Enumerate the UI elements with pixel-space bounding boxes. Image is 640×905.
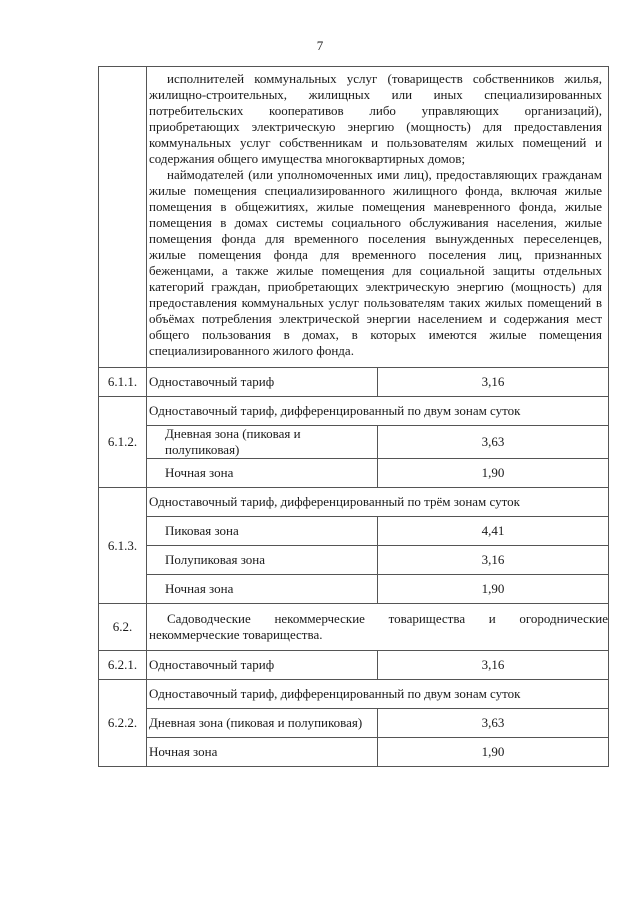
table-row <box>99 368 609 397</box>
tariff-value: 1,90 <box>378 575 609 604</box>
tariff-label: Одноставочный тариф <box>147 368 378 397</box>
tariff-label: Одноставочный тариф, дифференцированный по двум зонам суток <box>147 397 609 426</box>
table-row <box>99 67 609 368</box>
consumer-paragraph-1: исполнителей коммунальных услуг (товариществ собственников жилья, жилищно-строительных, жилищных или иных специализированных потребительских кооперативов либо управляющих организаций), приобретающих электрическую энергию (мощность) для предоставления коммунальных услуг собственникам и пользователям жилых помещений и содержания общего имущества многоквартирных домов; <box>149 71 602 166</box>
consumer-description-cell <box>147 67 609 368</box>
table-row <box>99 709 609 738</box>
tariff-value: 3,16 <box>378 651 609 680</box>
table-row <box>99 488 609 517</box>
tariff-value: 3,63 <box>378 709 609 738</box>
row-number: 6.2. <box>99 604 147 651</box>
table-row <box>99 459 609 488</box>
zone-label: Ночная зона <box>147 459 378 488</box>
table-row <box>99 517 609 546</box>
tariff-value: 3,63 <box>378 426 609 459</box>
table-row <box>99 575 609 604</box>
row-number: 6.1.1. <box>99 368 147 397</box>
row-number-empty <box>99 67 147 368</box>
tariff-label: Одноставочный тариф, дифференцированный по трём зонам суток <box>147 488 609 517</box>
tariff-value: 4,41 <box>378 517 609 546</box>
zone-label: Ночная зона <box>147 575 378 604</box>
zone-label: Пиковая зона <box>147 517 378 546</box>
table-row <box>99 604 609 651</box>
zone-label: Дневная зона (пиковая и полупиковая) <box>147 709 378 738</box>
zone-label: Полупиковая зона <box>147 546 378 575</box>
table-row <box>99 546 609 575</box>
tariff-value: 3,16 <box>378 368 609 397</box>
table-row <box>99 426 609 459</box>
page-number: 7 <box>316 38 324 53</box>
table-row <box>99 738 609 767</box>
zone-label: Дневная зона (пиковая и полупиковая) <box>147 426 378 459</box>
table-row <box>99 651 609 680</box>
row-number: 6.2.1. <box>99 651 147 680</box>
category-label: Садоводческие некоммерческие товарищества и огороднические некоммерческие товарищества. <box>147 604 609 651</box>
tariff-label: Одноставочный тариф <box>147 651 378 680</box>
table-row <box>99 680 609 709</box>
zone-label: Ночная зона <box>147 738 378 767</box>
row-number: 6.1.2. <box>99 397 147 488</box>
row-number: 6.2.2. <box>99 680 147 767</box>
tariff-value: 1,90 <box>378 738 609 767</box>
tariff-value: 3,16 <box>378 546 609 575</box>
tariff-label: Одноставочный тариф, дифференцированный по двум зонам суток <box>147 680 609 709</box>
table-row <box>99 397 609 426</box>
tariff-value: 1,90 <box>378 459 609 488</box>
tariff-table <box>98 66 609 767</box>
row-number: 6.1.3. <box>99 488 147 604</box>
consumer-paragraph-2: наймодателей (или уполномоченных ими лиц), предоставляющих гражданам жилые помещения специализированного жилищного фонда, включая жилые помещения в общежитиях, жилые помещения маневренного фонда, жилые помещения в домах системы социального обслуживания населения, жилые помещения фонда для временного поселения вынужденных переселенцев, жилые помещения фонда для временного поселения лиц, признанных беженцами, а также жилые помещения для социальной защиты отдельных категорий граждан, приобретающих электрическую энергию (мощность) для предоставления коммунальных услуг пользователям таких жилых помещений в объёмах потребления электрической энергии населением и содержания мест общего пользования в домах, в которых имеются жилые помещения специализированного жилого фонда. <box>149 167 602 358</box>
